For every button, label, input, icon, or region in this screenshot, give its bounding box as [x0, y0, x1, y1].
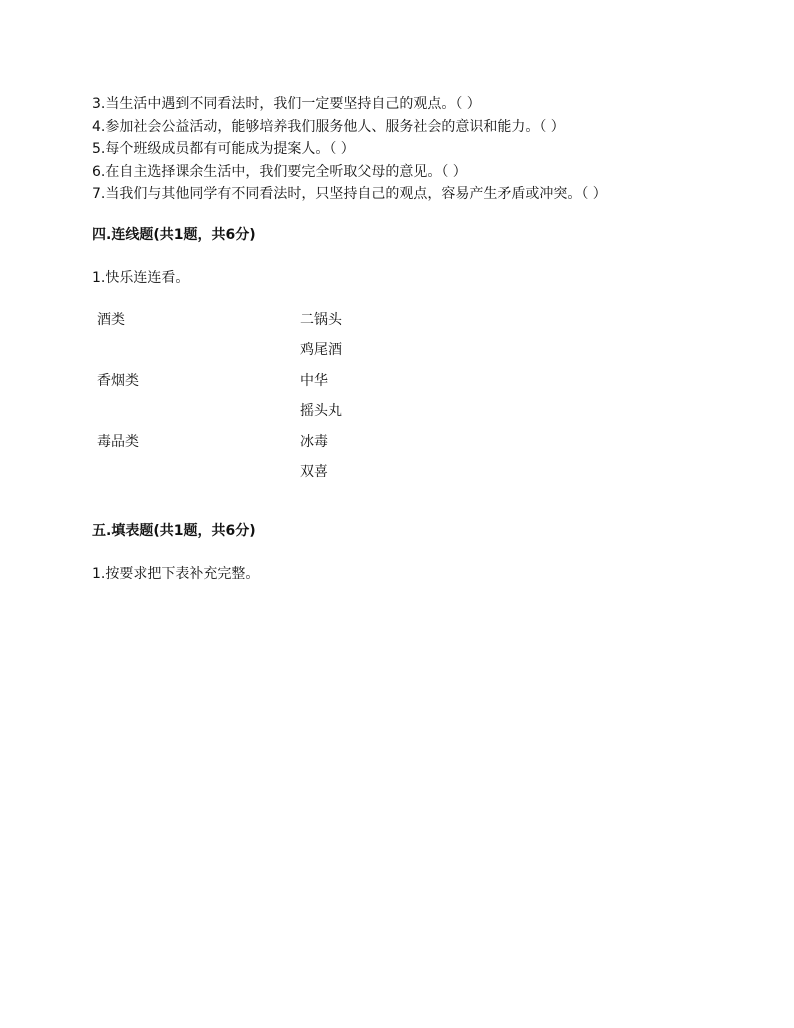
- section-heading-matching: 四.连线题(共1题，共6分): [92, 227, 256, 243]
- true-false-question: 7.当我们与其他同学有不同看法时，只坚持自己的观点，容易产生矛盾或冲突。（ ）: [92, 186, 607, 202]
- matching-option: 二锅头: [300, 312, 342, 328]
- matching-category: 毒品类: [97, 433, 139, 450]
- matching-row: [97, 339, 397, 369]
- matching-row: [97, 370, 397, 400]
- matching-table: [97, 309, 397, 491]
- matching-row: [97, 309, 397, 339]
- matching-category: 香烟类: [97, 372, 139, 389]
- matching-question-prompt: 1.快乐连连看。: [92, 270, 190, 286]
- matching-row: [97, 461, 397, 491]
- fill-table-question-prompt: 1.按要求把下表补充完整。: [92, 566, 260, 582]
- true-false-question: 5.每个班级成员都有可能成为提案人。（ ）: [92, 141, 355, 157]
- matching-row: [97, 400, 397, 430]
- true-false-question: 4.参加社会公益活动，能够培养我们服务他人、服务社会的意识和能力。（ ）: [92, 118, 565, 135]
- matching-option: 冰毒: [300, 433, 328, 450]
- matching-option: 鸡尾酒: [300, 342, 342, 359]
- true-false-question: 6.在自主选择课余生活中，我们要完全听取父母的意见。（ ）: [92, 163, 467, 180]
- matching-category: 酒类: [97, 312, 125, 328]
- true-false-question: 3.当生活中遇到不同看法时，我们一定要坚持自己的观点。（ ）: [92, 96, 481, 112]
- matching-option: 中华: [300, 372, 328, 389]
- true-false-question-list: [92, 93, 772, 206]
- matching-option: 摇头丸: [300, 403, 342, 420]
- section-heading-fill-table: 五.填表题(共1题，共6分): [92, 523, 256, 539]
- matching-option: 双喜: [300, 463, 328, 480]
- matching-row: [97, 431, 397, 461]
